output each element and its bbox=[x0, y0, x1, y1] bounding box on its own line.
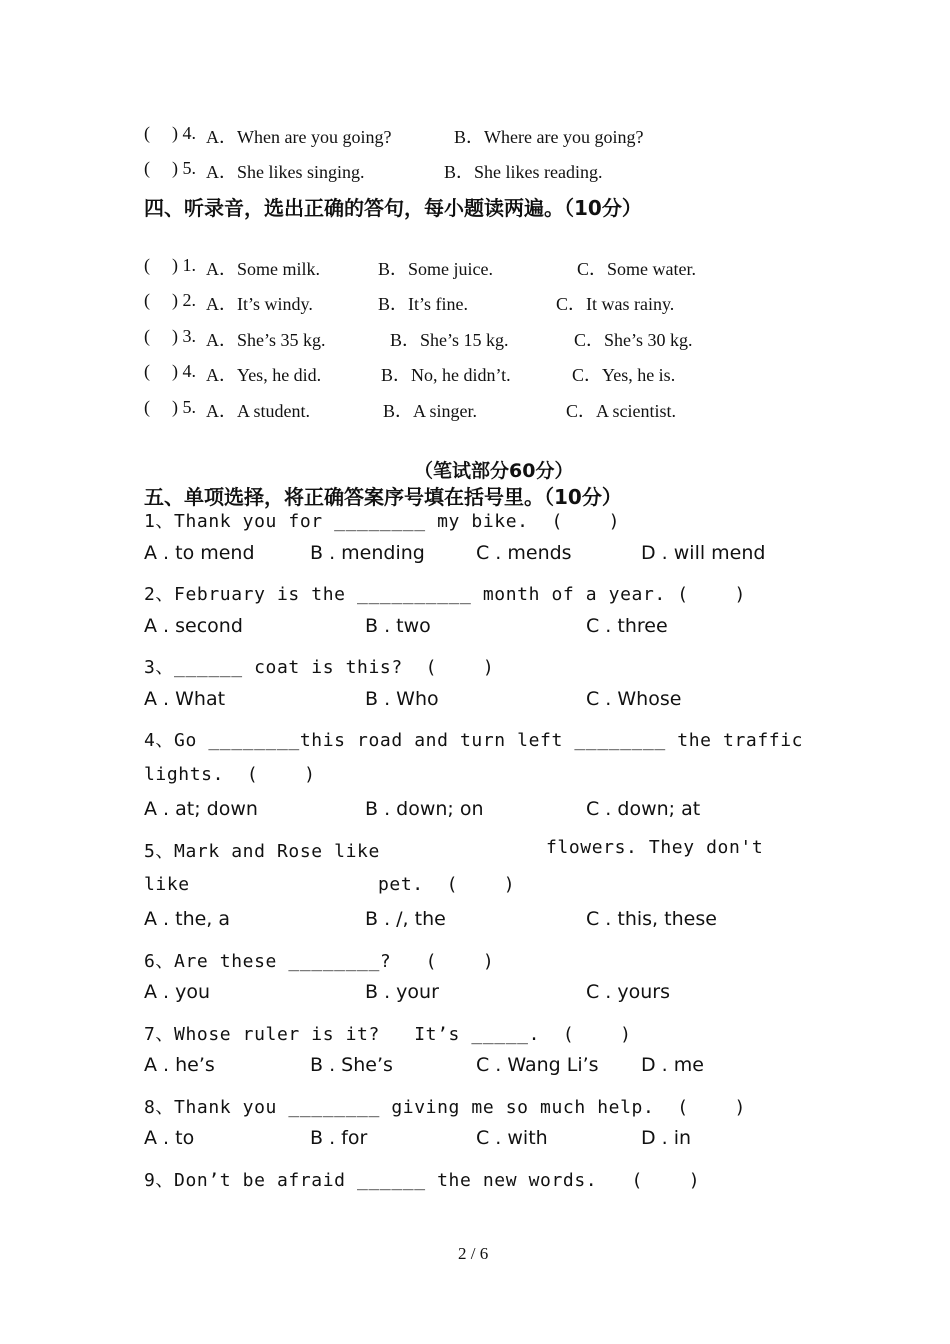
option-c: C．A scientist. bbox=[566, 401, 677, 421]
option-c: C．Some water. bbox=[577, 259, 696, 279]
question-stem-continued: lights. ( ) bbox=[144, 764, 316, 785]
option-a: A . What bbox=[144, 688, 226, 710]
option-a: A．A student. bbox=[206, 401, 311, 421]
question-stem: 3、______ coat is this? ( ) bbox=[144, 657, 495, 678]
question-number: ) 1. bbox=[172, 255, 196, 275]
question-stem: 4、Go ________this road and turn left ________ the traffic bbox=[144, 730, 804, 751]
question-number: ) 5. bbox=[172, 397, 196, 417]
option-a: A．Yes, he did. bbox=[206, 365, 322, 385]
option-a: A . to mend bbox=[144, 542, 255, 564]
option-b: B．No, he didn’t. bbox=[381, 365, 511, 385]
option-b: B．She’s 15 kg. bbox=[390, 330, 509, 350]
question-number: ) 4. bbox=[172, 361, 196, 381]
option-b: B . down; on bbox=[365, 798, 484, 820]
option-b: B . mending bbox=[310, 542, 425, 564]
option-a: A．She’s 35 kg. bbox=[206, 330, 326, 350]
answer-bracket: ( bbox=[144, 326, 150, 346]
question-stem: 5、Mark and Rose like bbox=[144, 841, 380, 862]
option-b: B . two bbox=[365, 615, 431, 637]
question-stem-continued: like bbox=[144, 874, 190, 895]
option-d: D . me bbox=[641, 1054, 704, 1076]
option-b: B．It’s fine. bbox=[378, 294, 468, 314]
option-a: A．It’s windy. bbox=[206, 294, 313, 314]
option-c: C . three bbox=[586, 615, 668, 637]
answer-bracket: ( bbox=[144, 361, 150, 381]
option-b: B．A singer. bbox=[383, 401, 478, 421]
question-stem: 2、February is the __________ month of a year. ( ) bbox=[144, 584, 746, 605]
option-a: A．She likes singing. bbox=[206, 162, 365, 182]
option-d: D . will mend bbox=[641, 542, 766, 564]
question-stem: 1、Thank you for ________ my bike. ( ) bbox=[144, 511, 621, 532]
question-stem-part: flowers. They don't bbox=[546, 837, 764, 858]
option-a: A．When are you going? bbox=[206, 127, 392, 147]
option-c: C．It was rainy. bbox=[556, 294, 675, 314]
option-a: A . he’s bbox=[144, 1054, 215, 1076]
option-c: C．She’s 30 kg. bbox=[574, 330, 693, 350]
option-c: C . yours bbox=[586, 981, 671, 1003]
option-a: A . the, a bbox=[144, 908, 231, 930]
option-b: B．Where are you going? bbox=[454, 127, 644, 147]
option-b: B . She’s bbox=[310, 1054, 393, 1076]
option-b: B . /, the bbox=[365, 908, 446, 930]
question-number: ) 4. bbox=[172, 123, 196, 143]
question-number: ) 2. bbox=[172, 290, 196, 310]
option-a: A . second bbox=[144, 615, 243, 637]
question-stem: 8、Thank you ________ giving me so much help. ( ) bbox=[144, 1097, 746, 1118]
option-b: B．Some juice. bbox=[378, 259, 493, 279]
option-d: D . in bbox=[641, 1127, 692, 1149]
question-stem: 9、Don’t be afraid ______ the new words. ( ) bbox=[144, 1170, 701, 1191]
question-stem-part: pet. ( ) bbox=[378, 874, 516, 895]
option-a: A . you bbox=[144, 981, 211, 1003]
written-part-title: （笔试部分60分） bbox=[414, 460, 574, 482]
option-c: C . down; at bbox=[586, 798, 701, 820]
answer-bracket: ( bbox=[144, 255, 150, 275]
answer-bracket: ( bbox=[144, 158, 150, 178]
option-c: C . Whose bbox=[586, 688, 682, 710]
answer-bracket: ( bbox=[144, 123, 150, 143]
section-5-heading: 五、单项选择，将正确答案序号填在括号里。（10分） bbox=[144, 485, 622, 509]
option-c: C．Yes, he is. bbox=[572, 365, 676, 385]
option-c: C . with bbox=[476, 1127, 548, 1149]
page-number: 2 / 6 bbox=[458, 1244, 489, 1263]
option-c: C . this, these bbox=[586, 908, 717, 930]
answer-bracket: ( bbox=[144, 397, 150, 417]
option-b: B . Who bbox=[365, 688, 439, 710]
question-number: ) 5. bbox=[172, 158, 196, 178]
option-c: C . mends bbox=[476, 542, 572, 564]
question-stem: 7、Whose ruler is it? It’s _____. ( ) bbox=[144, 1024, 632, 1045]
option-a: A . at; down bbox=[144, 798, 258, 820]
section-4-heading: 四、听录音，选出正确的答句，每小题读两遍。（10分） bbox=[144, 196, 642, 220]
option-a: A . to bbox=[144, 1127, 195, 1149]
answer-bracket: ( bbox=[144, 290, 150, 310]
option-a: A．Some milk. bbox=[206, 259, 321, 279]
option-b: B . for bbox=[310, 1127, 368, 1149]
question-stem: 6、Are these ________? ( ) bbox=[144, 951, 495, 972]
question-number: ) 3. bbox=[172, 326, 196, 346]
option-b: B . your bbox=[365, 981, 439, 1003]
option-c: C . Wang Li’s bbox=[476, 1054, 599, 1076]
option-b: B．She likes reading. bbox=[444, 162, 603, 182]
